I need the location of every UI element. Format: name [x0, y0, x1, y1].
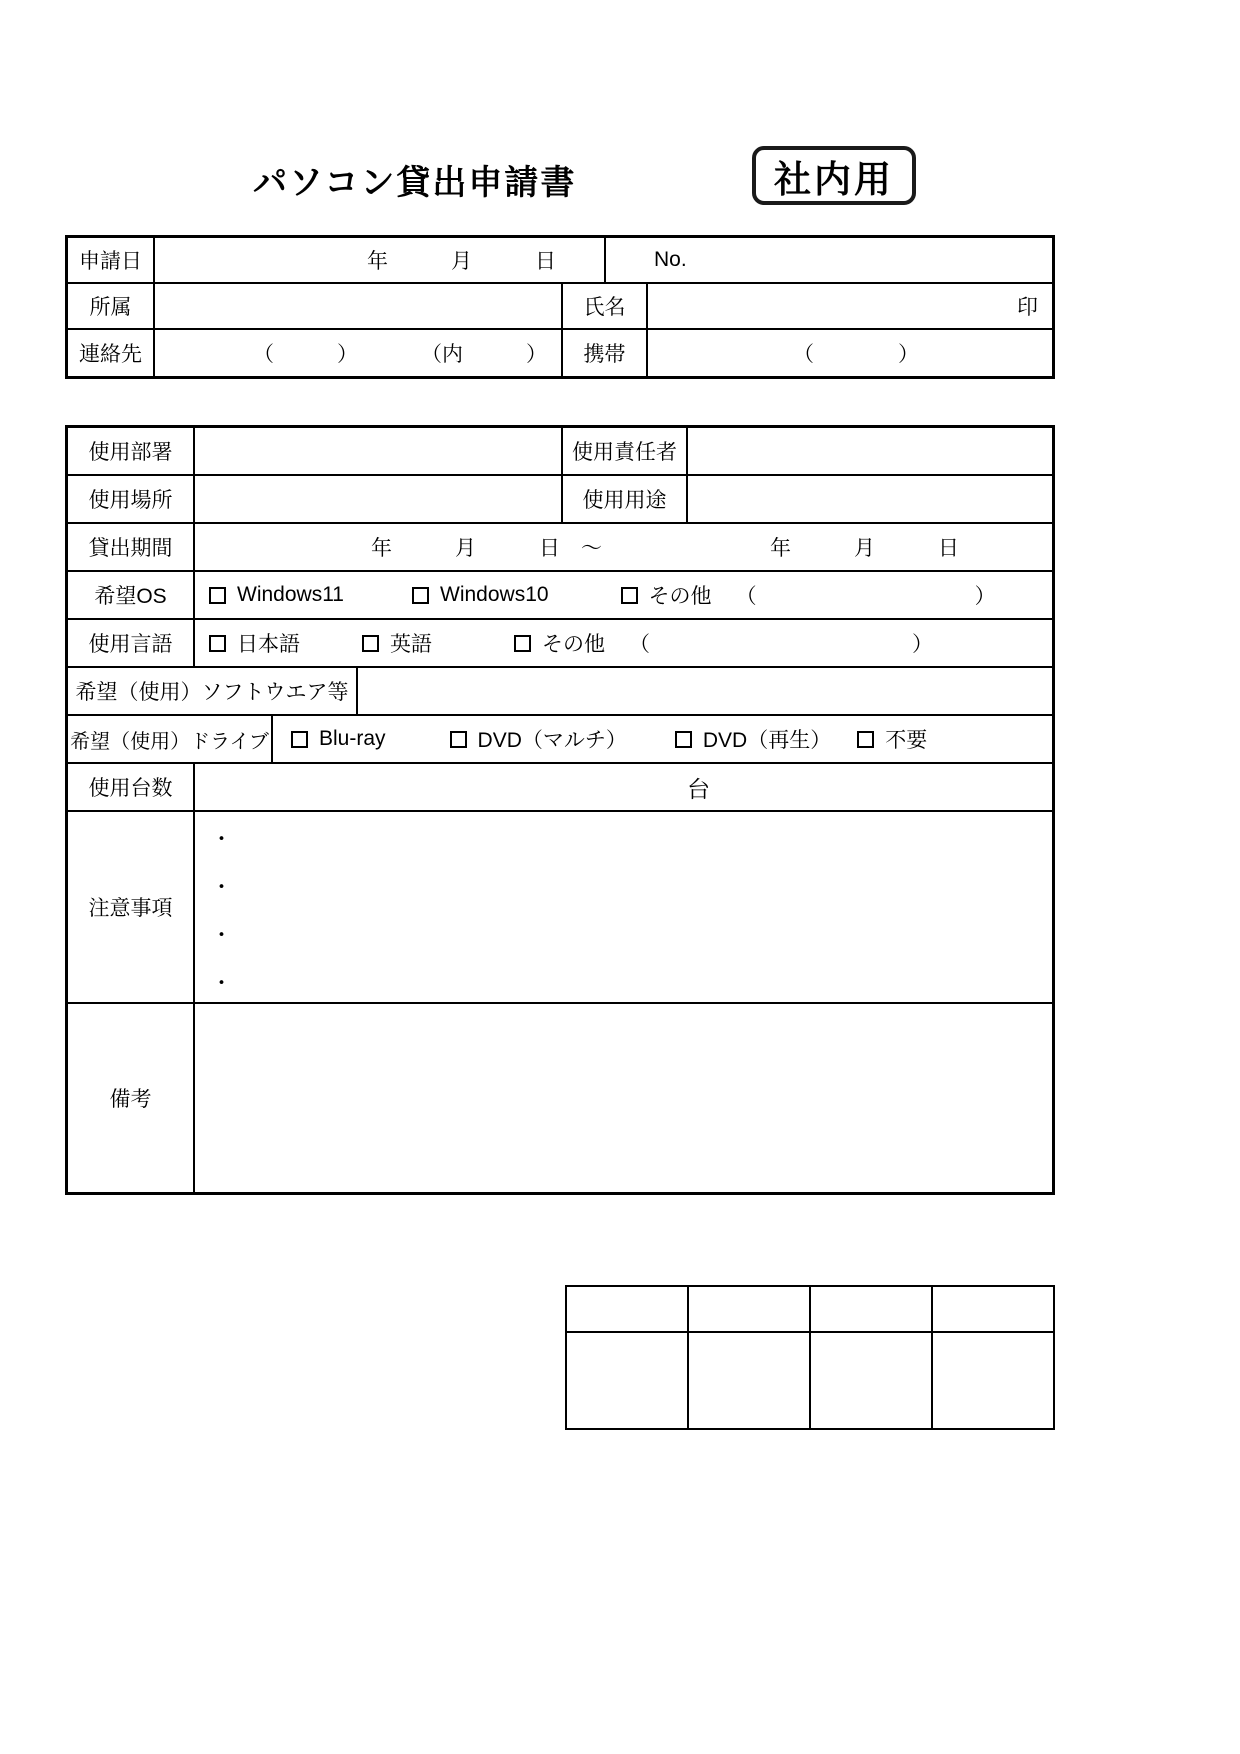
japanese-checkbox[interactable]	[209, 635, 226, 652]
software-field[interactable]	[358, 668, 1052, 714]
paren-close: ）	[912, 633, 933, 656]
internal-use-badge: 社内用	[752, 146, 916, 205]
os-other-checkbox[interactable]	[621, 587, 638, 604]
language-option-japanese	[209, 628, 300, 658]
applicant-info-table	[65, 235, 1055, 379]
mobile-field[interactable]: （ ）	[793, 343, 919, 366]
paren-open: （	[735, 585, 757, 608]
notes-label: 注意事項	[68, 812, 195, 1002]
os-label: 希望OS	[68, 572, 195, 618]
table-row	[68, 524, 1052, 572]
drive-option-dvd-play	[675, 724, 831, 754]
os-option-other	[621, 580, 712, 610]
note-bullet: ・	[211, 924, 232, 947]
drive-none-checkbox[interactable]	[857, 731, 874, 748]
name-label: 氏名	[563, 284, 648, 328]
stamp-cell	[933, 1333, 1053, 1428]
option-label: その他	[648, 585, 712, 608]
units-field[interactable]: 台	[687, 775, 710, 802]
remarks-label: 備考	[68, 1004, 195, 1192]
software-label: 希望（使用）ソフトウエア等	[68, 668, 358, 714]
windows10-checkbox[interactable]	[412, 587, 429, 604]
table-row	[68, 620, 1052, 668]
note-bullet: ・	[211, 828, 232, 851]
manager-label: 使用責任者	[563, 428, 688, 474]
seal-label: 印	[1017, 296, 1038, 319]
table-row	[68, 330, 1052, 376]
table-row	[68, 476, 1052, 524]
affiliation-field[interactable]	[155, 284, 563, 328]
name-field[interactable]	[648, 284, 1052, 328]
location-field[interactable]	[195, 476, 563, 522]
table-row	[68, 428, 1052, 476]
language-other-checkbox[interactable]	[514, 635, 531, 652]
contact-label: 連絡先	[68, 330, 155, 376]
table-row	[68, 716, 1052, 764]
windows11-checkbox[interactable]	[209, 587, 226, 604]
os-option-windows11	[209, 583, 344, 607]
option-label: その他	[542, 633, 605, 656]
option-label: Windows10	[440, 583, 549, 606]
location-label: 使用場所	[68, 476, 195, 522]
usage-details-table	[65, 425, 1055, 1195]
application-date-field[interactable]: 年 月 日	[155, 238, 606, 282]
stamp-cell	[567, 1333, 689, 1428]
drive-option-bluray	[291, 727, 386, 751]
dvd-multi-checkbox[interactable]	[450, 731, 467, 748]
purpose-label: 使用用途	[563, 476, 688, 522]
table-row	[68, 238, 1052, 284]
bluray-checkbox[interactable]	[291, 731, 308, 748]
approval-stamp-table	[565, 1285, 1055, 1430]
manager-field[interactable]	[688, 428, 1052, 474]
stamp-cell	[933, 1287, 1053, 1331]
language-option-english	[362, 628, 432, 658]
no-field[interactable]: No.	[654, 248, 687, 271]
table-row	[68, 572, 1052, 620]
paren-close: ）	[974, 585, 996, 608]
table-row	[68, 1004, 1052, 1192]
period-label: 貸出期間	[68, 524, 195, 570]
notes-content	[195, 812, 1052, 1002]
table-row	[68, 764, 1052, 812]
os-option-windows10	[412, 583, 549, 607]
drive-option-dvd-multi	[450, 724, 627, 754]
language-option-other	[514, 628, 605, 658]
english-checkbox[interactable]	[362, 635, 379, 652]
option-label: Blu-ray	[319, 727, 386, 750]
table-row	[68, 668, 1052, 716]
option-label: Windows11	[237, 583, 344, 606]
drive-option-none	[857, 724, 927, 754]
stamp-cell	[811, 1287, 933, 1331]
option-label: 不要	[885, 729, 928, 752]
paren-open: （	[629, 633, 650, 656]
dvd-play-checkbox[interactable]	[675, 731, 692, 748]
language-options-field	[195, 620, 1052, 666]
purpose-field[interactable]	[688, 476, 1052, 522]
department-field[interactable]	[195, 428, 563, 474]
units-label: 使用台数	[68, 764, 195, 810]
drive-options-field	[273, 716, 1052, 762]
note-bullet: ・	[211, 972, 232, 995]
stamp-cell	[689, 1333, 811, 1428]
table-row	[68, 812, 1052, 1004]
option-label: 日本語	[237, 633, 300, 656]
stamp-cell	[811, 1333, 933, 1428]
period-field[interactable]: 年 月 日 ～ 年 月 日	[371, 537, 959, 560]
option-label: DVD（再生）	[702, 729, 832, 752]
option-label: DVD（マルチ）	[477, 729, 627, 752]
table-row	[68, 284, 1052, 330]
contact-field[interactable]: （ ） （内 ）	[155, 330, 563, 376]
form-title: パソコン貸出申請書	[253, 164, 577, 202]
department-label: 使用部署	[68, 428, 195, 474]
option-label: 英語	[390, 633, 432, 656]
language-label: 使用言語	[68, 620, 195, 666]
stamp-cell	[689, 1287, 811, 1331]
note-bullet: ・	[211, 876, 232, 899]
mobile-label: 携帯	[563, 330, 648, 376]
table-row	[567, 1333, 1053, 1428]
remarks-field[interactable]	[195, 1004, 1052, 1192]
os-options-field	[195, 572, 1052, 618]
table-row	[567, 1287, 1053, 1333]
stamp-cell	[567, 1287, 689, 1331]
drive-label: 希望（使用）ドライブ	[68, 716, 273, 762]
application-date-label: 申請日	[68, 238, 155, 282]
affiliation-label: 所属	[68, 284, 155, 328]
